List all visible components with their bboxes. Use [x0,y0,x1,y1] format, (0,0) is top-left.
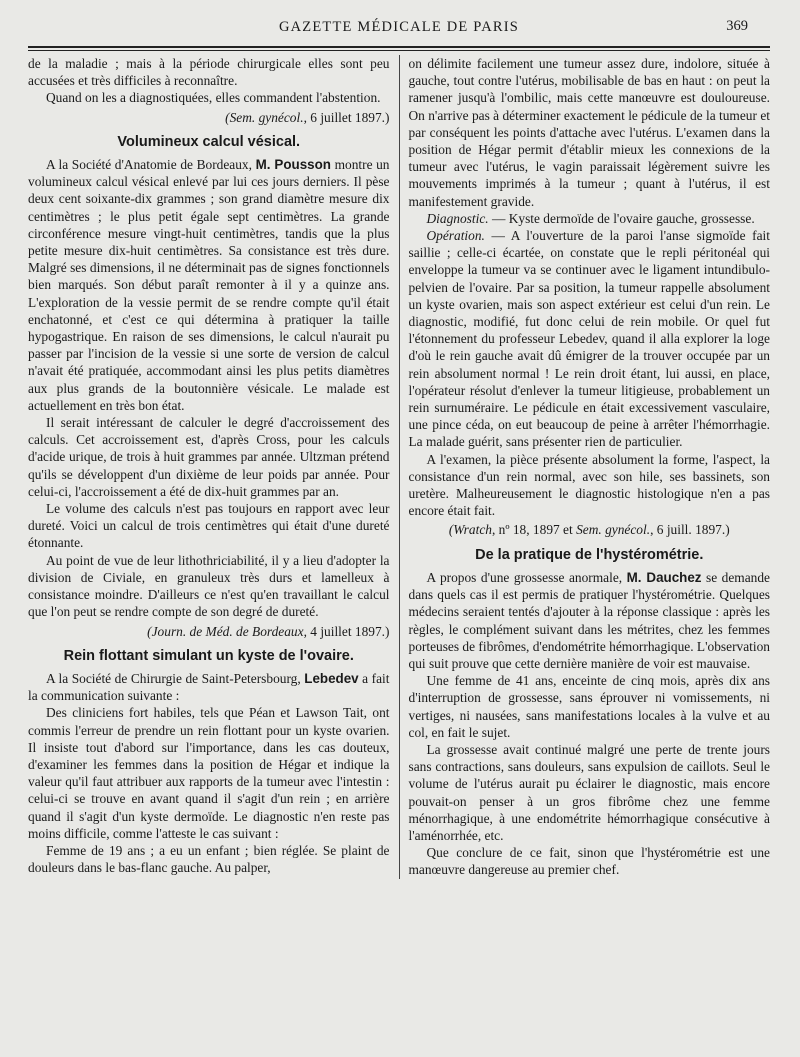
section-heading: De la pratique de l'hystérométrie. [475,546,704,563]
paragraph: Une femme de 41 ans, enceinte de cinq mois, après dix ans d'interruption de grossesse, sans éprouver ni vomissements, ni vertiges, ni nausées, sans manifestations locales à la vulve et au col, en fait le sujet. [408,673,770,740]
section-heading: Volumineux calcul vésical. [117,133,301,150]
two-column-body [28,55,770,879]
paragraph: A la Société d'Anatomie de Bordeaux, M. Pousson montre un volumineux calcul vésical enlevé par lui ces jours derniers. Il pèse deux cent soixante-dix grammes ; son grand diamètre mesure dix centimètres ; le plus petit égale sept centimètres. La grande circonférence mesure vingt-huit centimètres, tandis que la plus petite mesure dix-huit centimètres. Sa consistance est très dure. Malgré ses dimensions, il ne déterminait pas de signes fonctionnels bien marqués. Son début paraît remonter à il y a quinze ans. L'exploration de la vessie permit de se rendre compte qu'il était enchatonné, et c'est ce qui détermina à pratiquer la taille hypogastrique. En raison de ses dimensions, le calcul n'aurait pu passer par l'incision de la vessie si une sorte de version de calcul n'avait été pratiquée, accommodant ainsi les plus petits diamètres aux plus grands de la boutonnière vésicale. Le malade est actuellement en très bon état. [28,157,390,413]
paragraph: Femme de 19 ans ; a eu un enfant ; bien réglée. Se plaint de douleurs dans le bas-flanc gauche. Au palper, [28,842,390,876]
paragraph: on délimite facilement une tumeur assez dure, indolore, située à gauche, tout contre l'utérus, mobilisable de bas en haut : on peut la ramener jusqu'à l'ombilic, mais cette manœuvre est douloureuse. On n'arrive pas à déterminer exactement le pédicule de la tumeur et par conséquent les points d'attache avec l'utérus. L'examen dans la position de Hégar permit d'établir mieux les connexions de la tumeur avec l'utérus, le vagin paraissait légèrement suivre les mouvements imprimés à la tumeur ; quant à l'utérus, il est manifestement gravide. [408,56,770,209]
paragraph: Le volume des calculs n'est pas toujours en rapport avec leur dureté. Voici un calcul de trois centimètres qui était d'une dureté étonnante. [28,501,390,551]
paragraph: Au point de vue de leur lithothriciabilité, il y a lieu d'adopter la division de Civiale, en granuleux très durs et lamelleux à consistance moindre. D'ailleurs ce n'est qu'en travaillant le calcul que l'on peut se rendre compte de son degré de dureté. [28,552,390,620]
paragraph: A propos d'une grossesse anormale, M. Dauchez se demande dans quels cas il est permis de pratiquer l'hystérométrie. Quelques médecins seraient tentés d'ajouter à la réponse classique : après les règles, le complément suivant dans les métrites, chez les femmes porteuses de fibrômes, d'endométrite hémorrhagique. L'observation qui suit prouve que cette dernière manière de voir est mauvaise. [408,569,770,671]
paragraph: La grossesse avait continué malgré une perte de trente jours sans contractions, sans douleurs, sans expulsion de caillots. Seul le volume de l'utérus aurait pu éclairer le diagnostic, mais encore pouvait-on penser à un gros fibrôme chez une femme ménorrhagique, à une endométrite hémorrhagique consécutive à l'aménorrhée, etc. [408,741,770,843]
paragraph: Que conclure de ce fait, sinon que l'hystérométrie est une manœuvre dangereuse au premier chef. [408,845,770,878]
paragraph: A l'examen, la pièce présente absolument la forme, l'aspect, la consistance d'un rein normal, avec son hile, ses bassinets, son uretère. Malheureusement le diagnostic histologique n'en a pas encore était fait. [408,451,770,519]
citation: (Wratch, nº 18, 1897 et Sem. gynécol., 6 juill. 1897.) [448,522,730,538]
right-column [399,55,771,879]
page-header [28,18,770,44]
paragraph: de la maladie ; mais à la période chirurgicale elles sont peu accusées et très difficiles à reconnaître. [28,56,390,89]
citation: (Sem. gynécol., 6 juillet 1897.) [225,109,390,125]
paragraph: Quand on les a diagnostiquées, elles commandent l'abstention. [46,90,381,106]
paragraph: Il serait intéressant de calculer le degré d'accroissement des calculs. Cet accroissement est, d'après Cross, pour les calculs d'acide urique, de trois à huit grammes par année. Ultzman prétend qu'ils se développent d'un dixième de leur poids par année. Pour celui-ci, l'accroissement a été de dix-huit grammes par an. [28,415,390,499]
left-column [28,55,399,879]
page-number: 369 [726,18,748,34]
header-rule-thin [28,50,770,51]
header-rule-thick [28,46,770,48]
paragraph: A la Société de Chirurgie de Saint-Petersbourg, Lebedev a fait la communication suivante : [28,670,390,704]
section-heading: Rein flottant simulant un kyste de l'ovaire. [63,647,354,664]
journal-title: GAZETTE MÉDICALE DE PARIS [278,19,520,35]
paragraph: Opération. — A l'ouverture de la paroi l'anse sigmoïde fait saillie ; celle-ci écartée, on constate que le repli péritonéal qui enveloppe la tumeur va se continuer avec le ligament intundibulo-pelvien de l'ovaire. Par sa position, la tumeur rappelle absolument un kyste ovarien, mais son aspect extérieur est celui d'un rein. Le diagnostic, modifié, fut donc celui de rein mobile. Or quel fut l'étonnement du professeur Lebedev, quand il alla explorer la loge d'où le rein gauche avait dû émigrer de la trouver occupée par un rein absolument normal ! Le rein droit étant, lui aussi, en place, l'opérateur résolut d'enlever la tumeur litigieuse, probablement un rein surnuméraire. Le pédicule en était excessivement vasculaire, une pince céda, on eut beaucoup de peine à arrêter l'hémorrhagie. La malade guérit, sans présenter rien de particulier. [408,228,770,450]
paragraph: Des cliniciens fort habiles, tels que Péan et Lawson Tait, ont commis l'erreur de prendre un rein flottant pour un kyste ovarien. Il insiste tout d'abord sur l'importance, dans les cas douteux, d'examiner les femmes dans la position de Hégar et indique la valeur qu'il faut attribuer aux rapports de la tumeur avec l'intestin : celui-ci se trouve en avant quand il s'agit d'un rein ; en arrière quand il s'agit d'un kyste dermoïde. Le diagnostic n'en reste pas moins difficile, comme l'atteste le cas suivant : [28,705,390,841]
paragraph: Diagnostic. — Kyste dermoïde de l'ovaire gauche, grossesse. [426,210,755,226]
citation: (Journ. de Méd. de Bordeaux, 4 juillet 1897.) [147,623,390,639]
